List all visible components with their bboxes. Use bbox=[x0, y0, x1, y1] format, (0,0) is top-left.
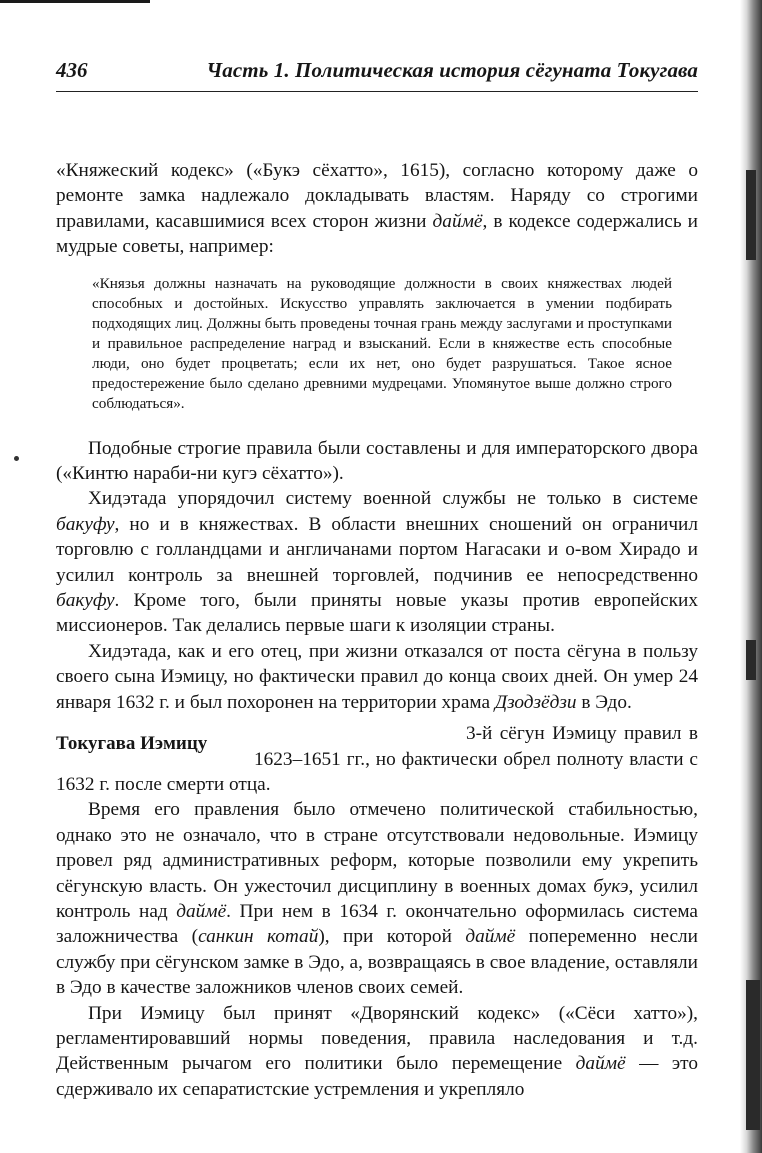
paragraph: Подобные строгие правила были составлены и для императорского двора («Кинтю нараби-ни кугэ сёхатто»). bbox=[56, 437, 698, 485]
margin-mark bbox=[14, 456, 19, 461]
paragraph: Хидэтада, как и его отец, при жизни отказался от поста сёгуна в пользу своего сына Иэмицу, но фактически правил до конца своих дней. Он умер 24 января 1632 г. и был похоронен на территории храма Дзодзёдзи в Эдо. bbox=[56, 640, 698, 713]
edge-speck bbox=[746, 640, 756, 680]
top-rule bbox=[0, 0, 150, 3]
paragraph: «Княжеский кодекс» («Букэ сёхатто», 1615), согласно которому даже о ремонте замка надлежало докладывать властям. Наряду со строгими правилами, касавшимися всех сторон жизни даймё, в кодексе содержались и мудрые советы, например: bbox=[56, 160, 698, 258]
paragraph: При Иэмицу был принят «Дворянский кодекс» («Сёси хатто»), регламентировавший нормы поведения, правила наследования и т.д. Действенным рычагом его политики было перемещение даймё — это сдерживало их сепаратистские устремления и укрепляло bbox=[56, 1002, 698, 1100]
paragraph: 3-й сёгун Иэмицу правил в 1623–1651 гг., но фактически обрел полноту власти с 1632 г. после смерти отца. bbox=[56, 723, 698, 795]
section-sidehead: Токугава Иэмицу bbox=[56, 733, 208, 755]
book-page bbox=[56, 58, 698, 1102]
paragraph: Хидэтада упорядочил систему военной службы не только в системе бакуфу, но и в княжествах. В области внешних сношений он ограничил торговлю с голландцами и англичанами портом Нагасаки и о-вом Хирадо и усилил контроль за внешней торговлей, подчинив ее непосредственно бакуфу. Кроме того, были приняты новые указы против европейских миссионеров. Так делались первые шаги к изоляции страны. bbox=[56, 488, 698, 637]
edge-speck bbox=[746, 980, 760, 1130]
page-header bbox=[56, 58, 698, 92]
section-with-sidehead bbox=[56, 721, 698, 797]
running-title: Часть 1. Политическая история сёгуната Токугава bbox=[206, 58, 698, 82]
block-quote: «Князья должны назначать на руководящие должности в своих княжествах людей способных и достойных. Искусство управлять заключается в умении подбирать подходящих лиц. Должны быть проведены точная грань между заслугами и проступками и правильное распределение наград и взысканий. Если в княжестве есть способные люди, оно будет процветать; если их нет, оно будет разрушаться. Такое ясное предостережение было сделано древними мудрецами. Упомянутое выше должно строго соблюдаться». bbox=[92, 274, 672, 412]
paragraph: Время его правления было отмечено политической стабильностью, однако это не означало, что в стране отсутствовали недовольные. Иэмицу провел ряд административных реформ, которые позволили ему укрепить сёгунскую власть. Он ужесточил дисциплину в военных домах букэ, усилил контроль над даймё. При нем в 1634 г. окончательно оформилась система заложничества (санкин котай), при которой даймё попеременно несли службу при сёгунском замке в Эдо, а, возвращаясь в свое владение, оставляли в Эдо в качестве заложников членов своих семей. bbox=[56, 799, 698, 999]
edge-speck bbox=[746, 170, 756, 260]
page-number: 436 bbox=[56, 58, 88, 82]
